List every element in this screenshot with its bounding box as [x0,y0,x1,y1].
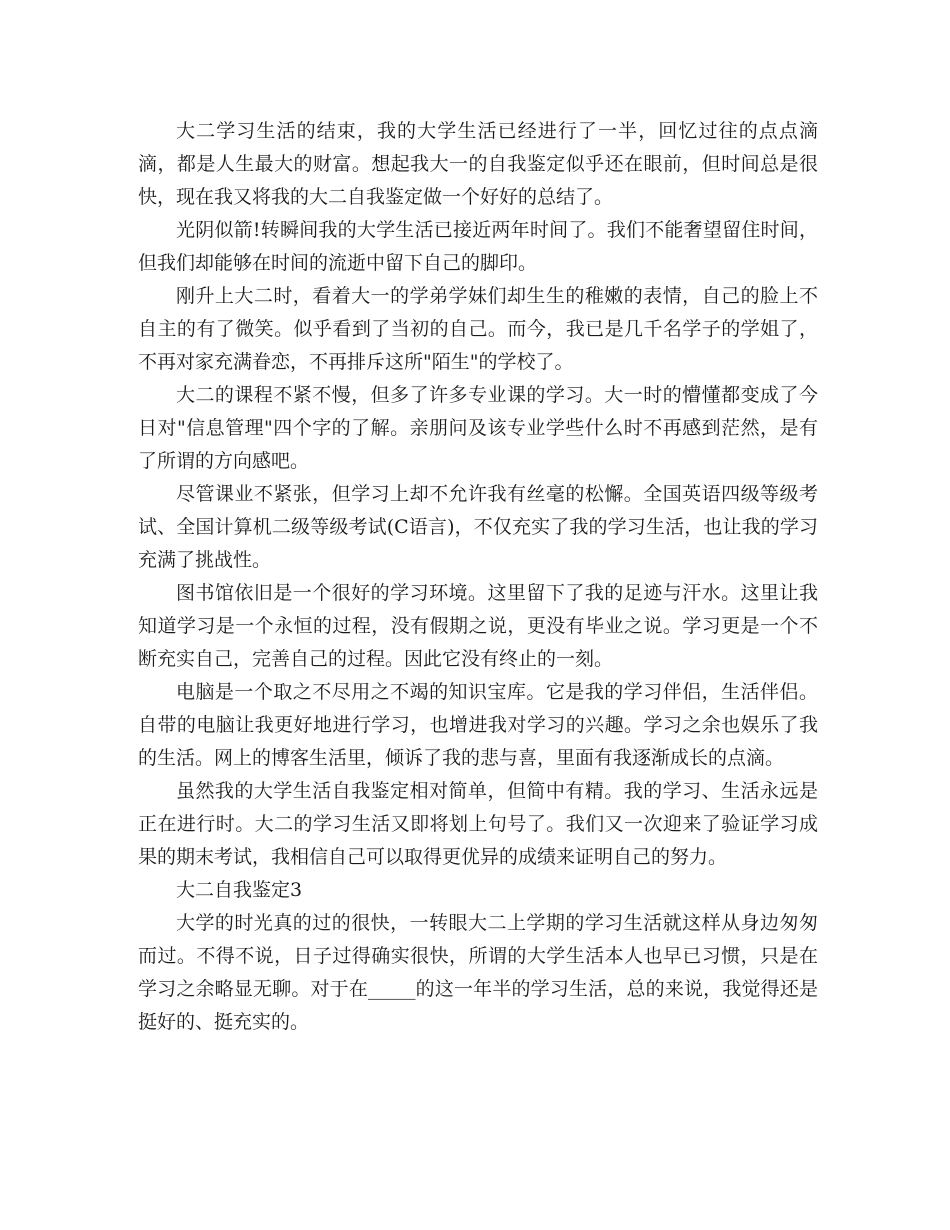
paragraph: 刚升上大二时，看着大一的学弟学妹们却生生的稚嫩的表情，自己的脸上不自主的有了微笑。似乎看到了当初的自己。而今，我已是几千名学子的学姐了，不再对家充满眷恋，不再排斥这所"陌生"的学校了。 [138,285,818,373]
paragraph: 大二的课程不紧不慢，但多了许多专业课的学习。大一时的懵懂都变成了今日对"信息管理"四个字的了解。亲朋问及该专业学些什么时不再感到茫然，是有了所谓的方向感吧。 [138,384,818,472]
document-body [138,115,818,1039]
section-heading: 大二自我鉴定3 [176,879,303,901]
paragraph: 电脑是一个取之不尽用之不竭的知识宝库。它是我的学习伴侣，生活伴侣。自带的电脑让我更好地进行学习，也增进我对学习的兴趣。学习之余也娱乐了我的生活。网上的博客生活里，倾诉了我的悲与喜，里面有我逐渐成长的点滴。 [138,681,818,769]
paragraph: 图书馆依旧是一个很好的学习环境。这里留下了我的足迹与汗水。这里让我知道学习是一个永恒的过程，没有假期之说，更没有毕业之说。学习更是一个不断充实自己，完善自己的过程。因此它没有终止的一刻。 [138,582,818,670]
paragraph: 大学的时光真的过的很快，一转眼大二上学期的学习生活就这样从身边匆匆而过。不得不说，日子过得确实很快，所谓的大学生活本人也早已习惯，只是在学习之余略显无聊。对于在_____的这一年半的学习生活，总的来说，我觉得还是挺好的、挺充实的。 [138,912,818,1033]
paragraph: 大二学习生活的结束，我的大学生活已经进行了一半，回忆过往的点点滴滴，都是人生最大的财富。想起我大一的自我鉴定似乎还在眼前，但时间总是很快，现在我又将我的大二自我鉴定做一个好好的总结了。 [138,120,818,208]
paragraph: 尽管课业不紧张，但学习上却不允许我有丝毫的松懈。全国英语四级等级考试、全国计算机二级等级考试(C语言)，不仅充实了我的学习生活，也让我的学习充满了挑战性。 [138,483,818,571]
paragraph: 光阴似箭!转瞬间我的大学生活已接近两年时间了。我们不能奢望留住时间，但我们却能够在时间的流逝中留下自己的脚印。 [138,219,818,274]
paragraph: 虽然我的大学生活自我鉴定相对简单，但简中有精。我的学习、生活永远是正在进行时。大二的学习生活又即将划上句号了。我们又一次迎来了验证学习成果的期末考试，我相信自己可以取得更优异的成绩来证明自己的努力。 [138,780,818,868]
